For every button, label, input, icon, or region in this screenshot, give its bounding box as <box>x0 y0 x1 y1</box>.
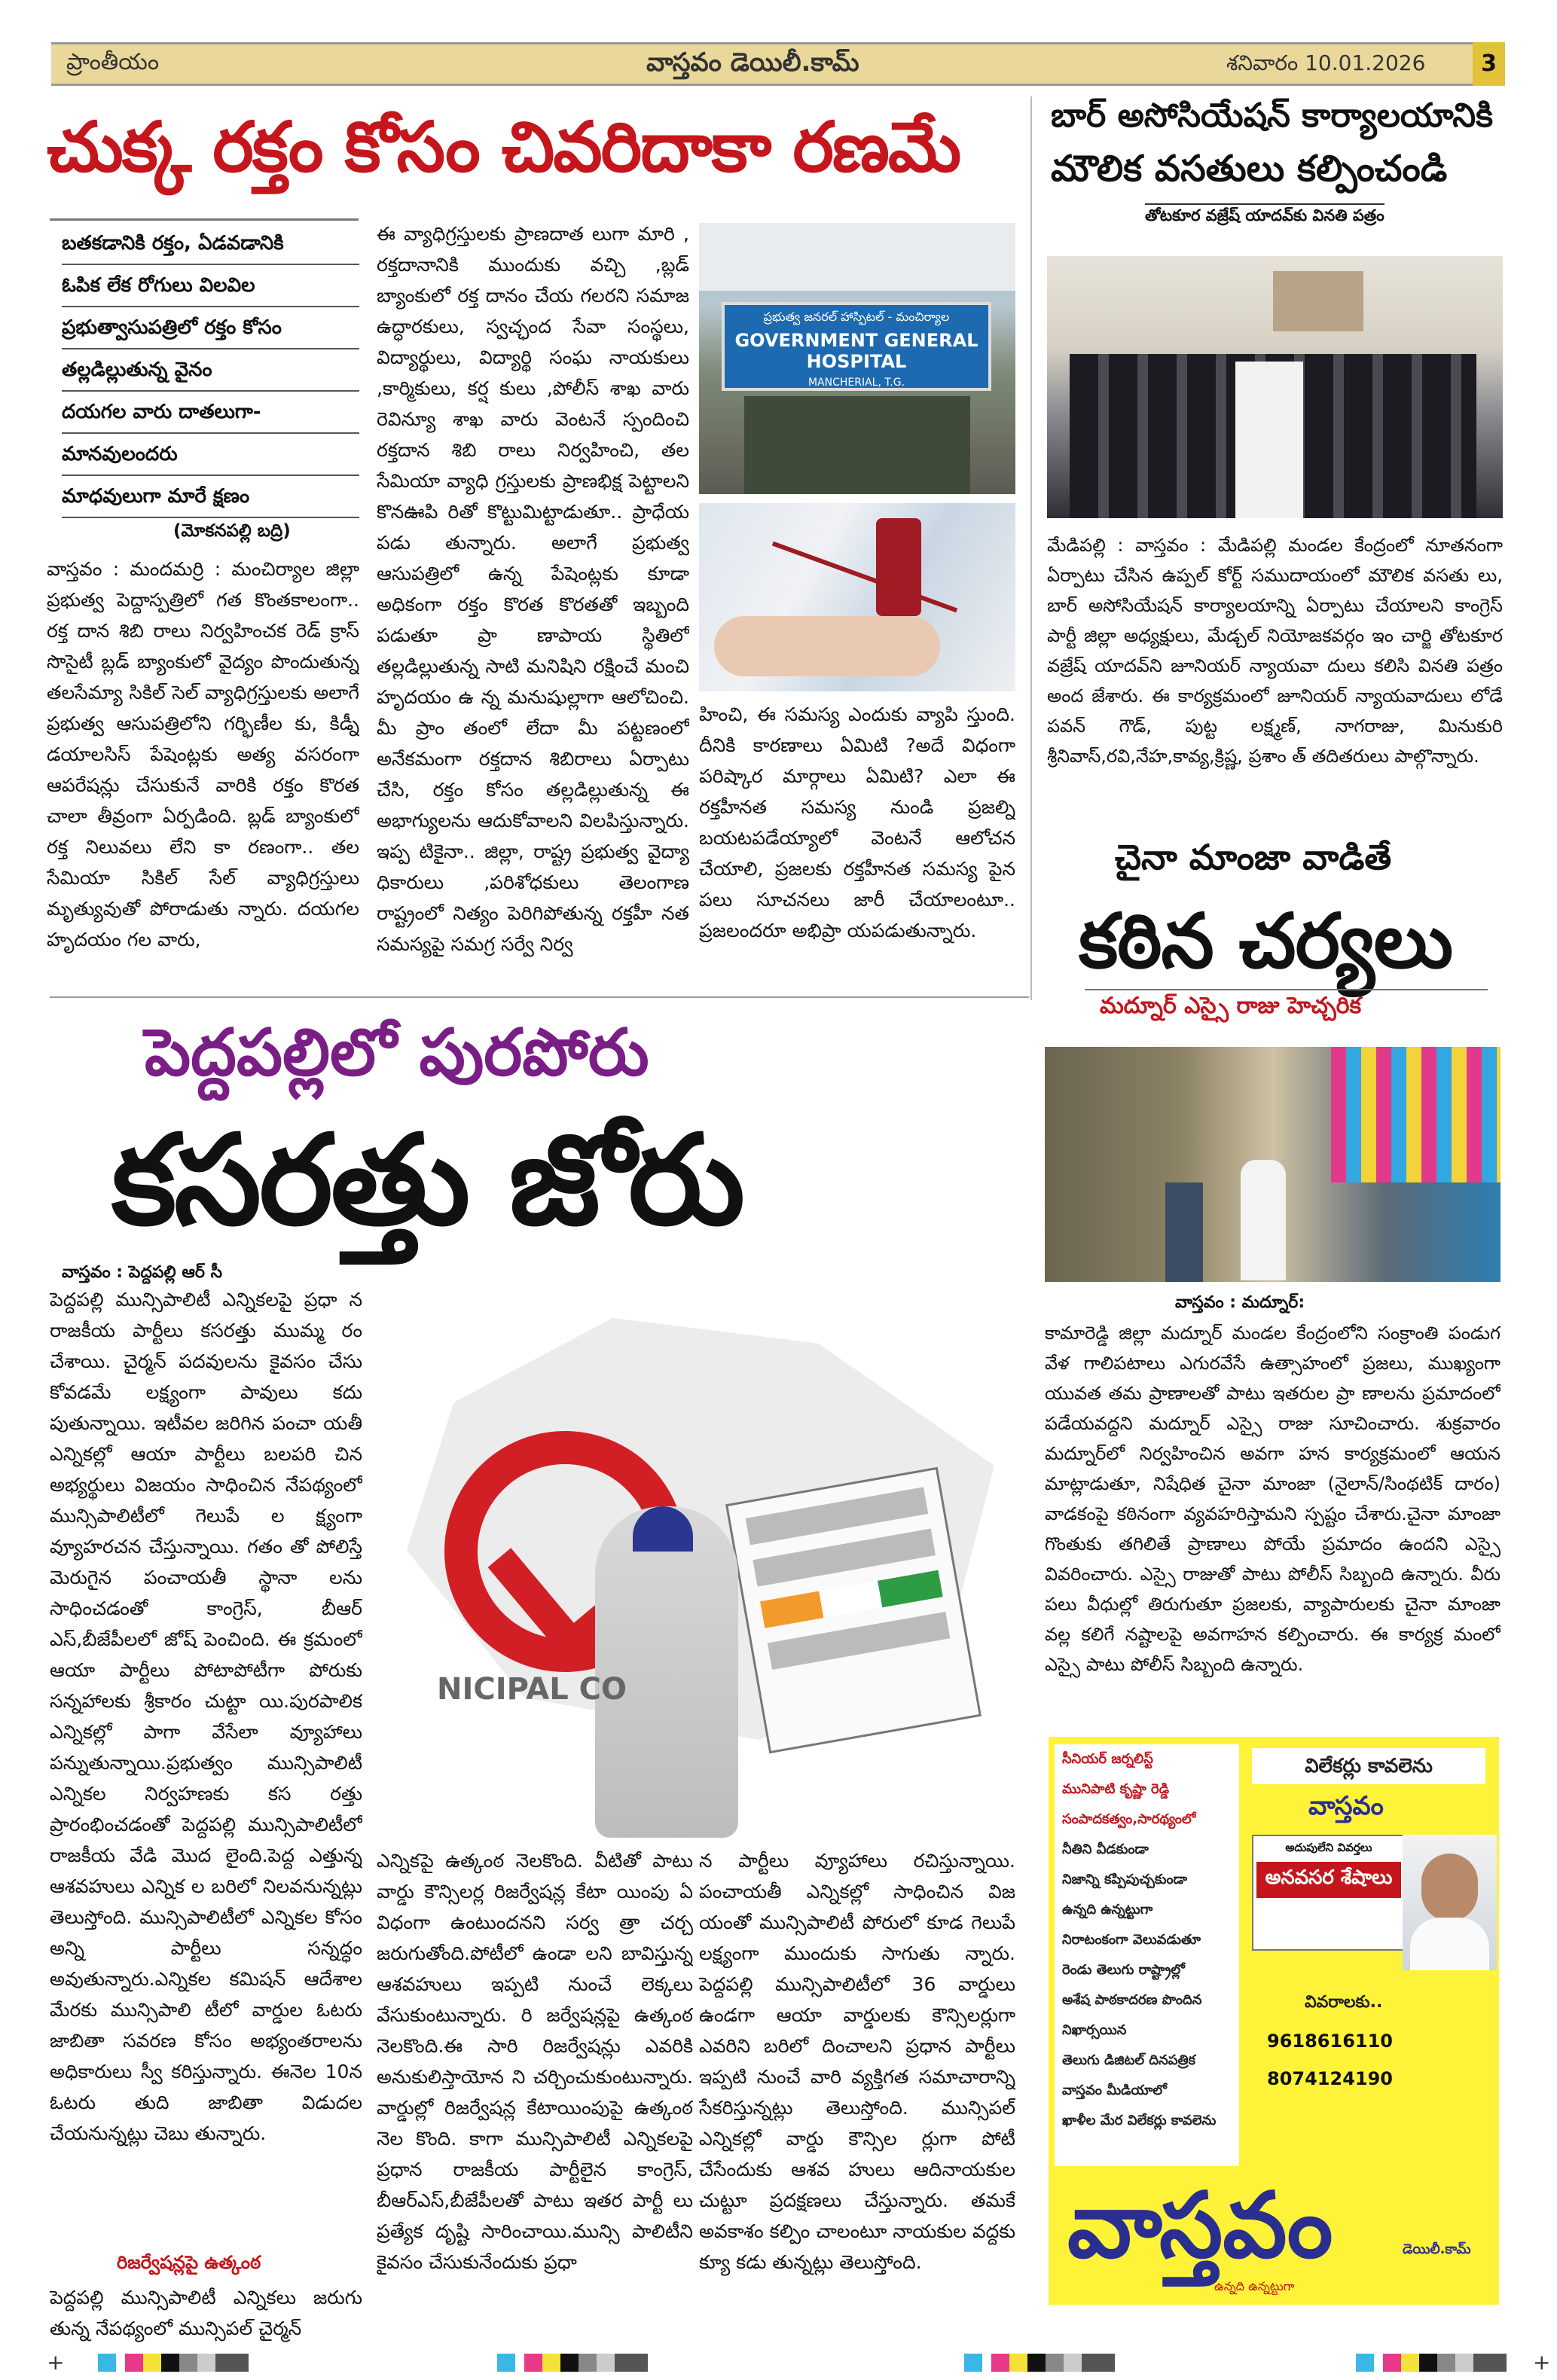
hospital-photo <box>699 223 1015 494</box>
dek-line: ఓపిక లేక రోగులు విలవిల <box>62 265 359 307</box>
blood-col-2: ఈ వ్యాధిగ్రస్తులకు ప్రాణదాత లుగా మారి , రక్తదానానికి ముందుకు వచ్చి ,బ్లడ్ బ్యాంకులో రక్త దానం చేయ గలరని సమాజ ఉద్ధారకులు, స్వచ్ఛంద సేవా సంస్థలు, విద్యార్థులు, విద్యార్థి సంఘ నాయకులు ,కార్మికులు, కర్ష కులు ,పోలీస్ శాఖ వారు రెవిన్యూ శాఖ వారు వెంటనే స్పందించి రక్తదాన శిబి రాలు నిర్వహించి, తల సేమియా వ్యాధి గ్రస్తులకు ప్రాణభిక్ష పెట్టాలని కొనఊపి రితో కొట్టుమిట్టాడుతూ.. ప్రాధేయ పడు తున్నారు. అలాగే ప్రభుత్వ ఆసుపత్రిలో ఉన్న పేషెంట్లకు కూడా అధికంగా రక్తం కొరత కొరతతో ఇబ్బంది పడుతూ ప్రా ణాపాయ స్థితిలో తల్లడిల్లుతున్న సాటి మనిషిని రక్షించే మంచి హృదయం ఉ న్న మనుషుల్లాగా ఆలోచించి. మీ ప్రాం తంలో లేదా మీ పట్టణంలో అనేకమంగా రక్తదాన శిబిరాలు ఏర్పాటు చేసి, రక్తం కోసం తల్లడిల్లుతున్న ఈ అభాగ్యులను ఆదుకోవాలని విలపిస్తున్నారు. ఇప్ప టికైనా.. జిల్లా, రాష్ట్ర ప్రభుత్వ వైద్యా ధికారులు ,పరిశోధకులు తెలంగాణ రాష్ట్రంలో నిత్యం పెరిగిపోతున్న రక్తహీ నత సమస్యపై సమగ్ర సర్వే నిర్వ <box>377 223 689 955</box>
ad-logo-tagline: ఉన్నది ఉన్నట్టుగా <box>1214 2279 1295 2293</box>
manja-headline: కఠిన చర్యలు <box>1079 897 1453 985</box>
issue-date: శనివారం 10.01.2026 <box>1226 50 1426 75</box>
dek-line: మాధవులుగా మారే క్షణం <box>62 476 359 518</box>
color-bar <box>1356 2354 1507 2372</box>
dek-top-rule <box>50 218 359 221</box>
blood-donation-photo <box>699 503 1015 691</box>
peddapalli-col-3: న పార్టీలు వ్యూహాలు రచిస్తున్నాయి. పంచాయతీ ఎన్నికల్లో సాధించిన విజ యంతో మున్సిపాలిటీ పోరులో కూడ గెలుపే లక్ష్యంగా ముందుకు సాగుతు న్నారు. పెద్దపల్లి మున్సిపాలిటీలో 36 వార్డులు ఉండగా ఆయా వార్డులకు కౌన్సిలర్లుగా ఎవరిని బరిలో దించాలని ప్రధాన పార్టీలు ఇప్పటి నుంచే వారి వ్యక్తిగత సమాచారాన్ని సేకరిస్తున్నట్లు తెలుస్తోంది. మున్సిపల్ ఎన్నికల్లో వార్డు కౌన్సిల ర్లుగా పోటీ చేసేందుకు ఆశవ హులు ఆదినాయకుల చుట్టూ ప్రదక్షణలు చేస్తున్నారు. తమకే అవకాశం కల్పిం చాలంటూ నాయకుల వద్దకు క్యూ కడు తున్నట్లు తెలుస్తోంది. <box>699 1850 1015 2273</box>
hospital-sign <box>722 302 991 391</box>
bar-subhead: తోటకూర వజ్రేష్ యాదవ్‌కు వినతి పత్రం <box>1145 203 1385 229</box>
ad-logo: వాస్తవం <box>1067 2174 1333 2278</box>
section-label: ప్రాంతీయం <box>66 49 160 75</box>
peddapalli-col-2: ఎన్నికపై ఉత్కంఠ నెలకొంది. వీటితో పాటు వార్డు కౌన్సిలర్ల రిజర్వేషన్ల కేటా యింపు ఏ విధంగా ఉంటుందనని సర్వ త్రా చర్చ జరుగుతోంది.పోటీలో ఉండా లని బావిస్తున్న ఆశవహులు ఇప్పటి నుంచే లెక్కలు వేసుకుంటున్నారు. రి జర్వేషన్లపై ఉత్కంఠ నెలకొంది.ఈ సారి రిజర్వేషన్లు ఎవరికి అనుకులిస్తాయోన ని చర్చించుకుంటున్నారు. వార్డుల్లో రిజర్వేషన్ల కేటాయింపుపై ఉత్కంఠ నెల కొంది. కాగా మున్సిపాలిటీ ఎన్నికలపై ప్రధాన రాజకీయ పార్టీలైన కాంగ్రెస్, బీఆర్‌ఎస్,బీజేపీలతో పాటు ఇతర పార్టీ లు ప్రత్యేక దృష్టి సారించాయి.మున్సి పాలిటీని కైవసం చేసుకునేందుకు ప్రధా <box>377 1850 693 2273</box>
ad-item: అశేష పాఠకాదరణ పొందిన <box>1062 1992 1202 2008</box>
page-number: 3 <box>1473 42 1505 86</box>
ad-item: రెండు తెలుగు రాష్ట్రాల్లో <box>1062 1962 1185 1978</box>
manja-kicker: చైనా మాంజా వాడితే <box>1115 837 1392 877</box>
ad-item: ఉన్నది ఉన్నట్టుగా <box>1062 1902 1153 1918</box>
peddapalli-col-1: పెద్దపల్లి మున్సిపాలిటీ ఎన్నికలపై ప్రధా న రాజకీయ పార్టీలు కసరత్తు ముమ్మ రం చేశాయి. చైర్మన్ పదవులను కైవసం చేసు కోవడమే లక్ష్యంగా పావులు కదు పుతున్నాయి. ఇటీవల జరిగిన పంచా యతీ ఎన్నికల్లో ఆయా పార్టీలు బలపరి చిన అభ్యర్థులు విజయం సాధించిన నేపథ్యంలో మున్సిపాలిటీలో గెలుపే ల క్ష్యంగా వ్యూహరచన చేస్తున్నాయి. గతం తో పోలిస్తే మెరుగైన పంచాయతీ స్థానా లను సాధించడంతో కాంగ్రెస్, బీఆర్ ఎస్,బీజేపీలలో జోష్ పెంచింది. ఈ క్రమంలో ఆయా పార్టీలు పోటాపోటీగా పోరుకు సన్నహాలకు శ్రీకారం చుట్టా యి.పురపాలిక ఎన్నికల్లో పాగా వేసేలా వ్యూహాలు పన్నుతున్నాయి.ప్రభుత్వం మున్సిపాలిటీ ఎన్నికల నిర్వహణకు కస రత్తు ప్రారంభించడంతో పెద్దపల్లి మున్సిపాలిటీలో రాజకీయ వేడి మొద లైంది.పెద్ద ఎత్తున్న ఆశవహులు ఎన్నిక ల బరిలో నిలవనున్నట్లు తెలుస్తోంది. మున్సిపాలిటీలో ఎన్నికల కోసం అన్ని పార్టీలు సన్నద్ధం అవుతున్నారు.ఎన్నికల కమిషన్ ఆదేశాల మేరకు మున్సిపాలి టీలో వార్డుల ఓటరు జాబితా సవరణ కోసం అభ్యంతరాలను అధికారులు స్వీ కరిస్తున్నారు. ఈనెల 10న ఓటరు తుది జాబితా విడుదల చేయనున్నట్లు చెబు తున్నారు. <box>50 1289 362 2144</box>
ad-item: సీనియర్ జర్నలిస్ట్ <box>1062 1751 1153 1767</box>
peddapalli-col-1-tail: పెద్దపల్లి మున్సిపాలిటీ ఎన్నికలు జరుగు తున్న నేపథ్యంలో మున్సిపల్ చైర్మన్ <box>50 2287 362 2339</box>
blood-byline: (మోకనపల్లి బద్రి) <box>173 521 291 541</box>
blood-headline: చుక్క రక్తం కోసం చివరిదాకా రణమే <box>47 107 960 188</box>
peddapalli-kicker: పెద్దపల్లిలో పురపోరు <box>145 1015 649 1091</box>
ad-item: ఖాళీల మేర విలేకర్లు కావలెను <box>1062 2113 1217 2128</box>
ad-phone-2: 8074124190 <box>1267 2068 1393 2089</box>
police-shop-photo <box>1045 1047 1501 1282</box>
ad-headline-box <box>1252 1835 1406 1951</box>
recruitment-ad <box>1049 1737 1499 2305</box>
ad-portrait <box>1403 1835 1497 1970</box>
color-bar <box>497 2354 648 2372</box>
blood-col-3: హించి, ఈ సమస్య ఎందుకు వ్యాపి స్తుంది. దీనికి కారణాలు ఏమిటి ?అదే విధంగా పరిష్కార మార్గాలు ఏమిటి? ఎలా ఈ రక్తహీనత సమస్య నుండి ప్రజల్ని బయటపడేయ్యాలో వెంటనే ఆలోచన చేయాలి, ప్రజలకు రక్తహీనత సమస్య పైన పలు సూచనలు జారీ చేయాలంటూ.. ప్రజలందరూ అభిప్రా యపడుతున్నారు. <box>699 703 1015 941</box>
sign-line-telugu: ప్రభుత్వ జనరల్ హాస్పిటల్ - మంచిర్యాల <box>763 310 950 324</box>
ad-paper-name: వాస్తవం <box>1308 1791 1384 1821</box>
dek-line: ప్రభుత్వాసుపత్రిలో రక్తం కోసం <box>62 307 359 349</box>
peddapalli-byline: వాస్తవం : పెద్దపల్లి ఆర్ సీ <box>62 1263 223 1282</box>
peddapalli-headline: కసరత్తు జోరు <box>111 1108 743 1253</box>
ad-item: వాస్తవం మీడియాలో <box>1062 2082 1167 2098</box>
ad-logo-suffix: డెయిలీ.కామ్ <box>1403 2241 1471 2257</box>
manja-rule <box>1085 989 1488 990</box>
peddapalli-subhead: రిజర్వేషన్లపై ఉత్కంఠ <box>117 2252 261 2273</box>
blood-dek <box>62 223 359 518</box>
color-bar <box>964 2354 1115 2372</box>
page-header <box>51 42 1505 86</box>
masthead: వాస్తవం డెయిలీ.కామ్ <box>646 47 859 78</box>
manja-dateline: వాస్తవం : మద్నూర్: <box>1175 1293 1305 1312</box>
ad-item: సంపాదకత్వం,సారథ్యంలో <box>1062 1811 1196 1827</box>
column-divider <box>1030 96 1032 1000</box>
manja-subhead: మద్నూర్ ఎస్సై రాజు హెచ్చరిక <box>1100 993 1362 1019</box>
dek-line: బతకడానికి రక్తం, ఏడవడానికి <box>62 223 359 265</box>
ad-item: నిరాటంకంగా వెలువడుతూ <box>1062 1932 1201 1948</box>
ad-contact-label: వివరాలకు.. <box>1305 1993 1383 2012</box>
sign-line-english: GOVERNMENT GENERAL HOSPITAL <box>734 330 978 372</box>
dek-line: మానవులందరు <box>62 434 359 476</box>
ad-wanted-title: విలేకర్లు కావలెను <box>1252 1748 1485 1784</box>
bar-headline-line-1: బార్ అసోసియేషన్ కార్యాలయానికి <box>1051 96 1494 135</box>
registration-mark: + <box>1533 2350 1551 2375</box>
bar-headline-line-2: మౌలిక వసతులు కల్పించండి <box>1051 148 1448 190</box>
ad-item: తెలుగు డిజిటల్ దినపత్రిక <box>1062 2052 1195 2068</box>
ad-item: మునిపాటి కృష్ణా రెడ్డి <box>1062 1781 1170 1797</box>
lawyers-photo <box>1047 256 1503 518</box>
ad-headline-main: అనవసర శేషాలు <box>1256 1862 1401 1898</box>
dek-line: దయగల వారు దాతలుగా- <box>62 392 359 434</box>
ballot-paper <box>725 1467 982 1754</box>
dek-line: తల్లడిల్లుతున్న వైనం <box>62 349 359 392</box>
color-bar <box>98 2354 249 2372</box>
ad-headline-top: అదుపులేని వివర్తలు <box>1285 1841 1372 1854</box>
ad-item: నిజాన్ని కప్పిపుచ్చకుండా <box>1062 1872 1187 1887</box>
ad-left-panel <box>1055 1744 1239 2166</box>
municipal-board-text: NICIPAL CO <box>437 1672 627 1707</box>
ad-phone-1: 9618616110 <box>1267 2031 1393 2052</box>
registration-mark: + <box>47 2350 65 2375</box>
blood-col-1: వాస్తవం : మందమర్రి : మంచిర్యాల జిల్లా ప్రభుత్వ పెద్దాస్పత్రిలో గత కొంతకాలంగా.. రక్త దాన శిబి రాలు నిర్వహించక రెడ్ క్రాస్ సొసైటీ బ్లడ్ బ్యాంకులో వైద్యం పొందుతున్న తలసేమ్యా సికిల్ సెల్ వ్యాధిగ్రస్తులకు అలాగే ప్రభుత్వ ఆసుపత్రిలోని గర్భిణీల కు, కిడ్నీ డయాలసిస్ పేషెంట్లకు అత్య వసరంగా ఆపరేషన్లు చేసుకునే వారికి రక్తం కొరత చాలా తీవ్రంగా ఏర్పడింది. బ్లడ్ బ్యాంకులో రక్త నిలువలు లేని కా రణంగా.. తల సేమియా సికిల్ సేల్ వ్యాధిగ్రస్తులు మృత్యువుతో పోరాడుతు న్నారు. దయగల హృదయం గల వారు, <box>47 558 359 950</box>
manja-body: కామారెడ్డి జిల్లా మద్నూర్ మండల కేంద్రంలోని సంక్రాంతి పండుగ వేళ గాలిపటాలు ఎగురవేసే ఉత్సాహంలో ప్రజలు, ముఖ్యంగా యువత తమ ప్రాణాలతో పాటు ఇతరుల ప్రా ణాలను ప్రమాదంలో పడేయవద్దని మద్నూర్ ఎస్సై రాజు సూచించారు. శుక్రవారం మద్నూర్‌లో నిర్వహించిన అవగా హన కార్యక్రమంలో ఆయన మాట్లాడుతూ, నిషేధిత చైనా మాంజా (నైలాన్/సింథటిక్ దారం) వాడకంపై కఠినంగా వ్యవహరిస్తామని స్పష్టం చేశారు.చైనా మాంజా గొంతుకు తగిలితే ప్రాణాలు పోయే ప్రమాదం ఉందని ఎస్సై వివరించారు. ఎస్సై రాజుతో పాటు పోలీస్ సిబ్బంది ఉన్నారు. వీరు పలు వీధుల్లో తిరుగుతూ ప్రజలకు, వ్యాపారులకు చైనా మాంజా వల్ల కలిగే నష్టాలపై అవగాహన కల్పించారు. ఈ కార్యక్ర మంలో ఎస్సై పాటు పోలీస్ సిబ్బంది ఉన్నారు. <box>1045 1323 1501 1675</box>
ad-item: నీతిని వీడకుండా <box>1062 1841 1149 1857</box>
section-divider <box>50 996 1029 998</box>
voting-illustration <box>392 1280 1032 1838</box>
bar-body: మేడిపల్లి : వాస్తవం : మేడిపల్లి మండల కేంద్రంలో నూతనంగా ఏర్పాటు చేసిన ఉప్పల్ కోర్ట్ సముదాయంలో మౌలిక వసతు లు, బార్ అసోసియేషన్ కార్యాలయాన్ని ఏర్పాటు చేయాలని కాంగ్రెస్ పార్టీ జిల్లా అధ్యక్షులు, మేడ్చల్ నియోజకవర్గం ఇం చార్జి తోటకూర వజ్రేష్ యాదవ్‌ని జూనియర్ న్యాయవా దులు కలిసి వినతి పత్రం అంద జేశారు. ఈ కార్యక్రమంలో జూనియర్ న్యాయవాదులు లోడే పవన్ గౌడ్, పుట్ట లక్ష్మణ్, నాగరాజు, మినుకురి శ్రీనివాస్,రవి,నేహ,కావ్య,క్రిష్ణ, ప్రశాం త్ తదితరులు పాల్గొన్నారు. <box>1047 535 1503 767</box>
sign-line-place: MANCHERIAL, T.G. <box>808 377 905 389</box>
ad-item: నిఖార్సయిన <box>1062 2022 1127 2038</box>
